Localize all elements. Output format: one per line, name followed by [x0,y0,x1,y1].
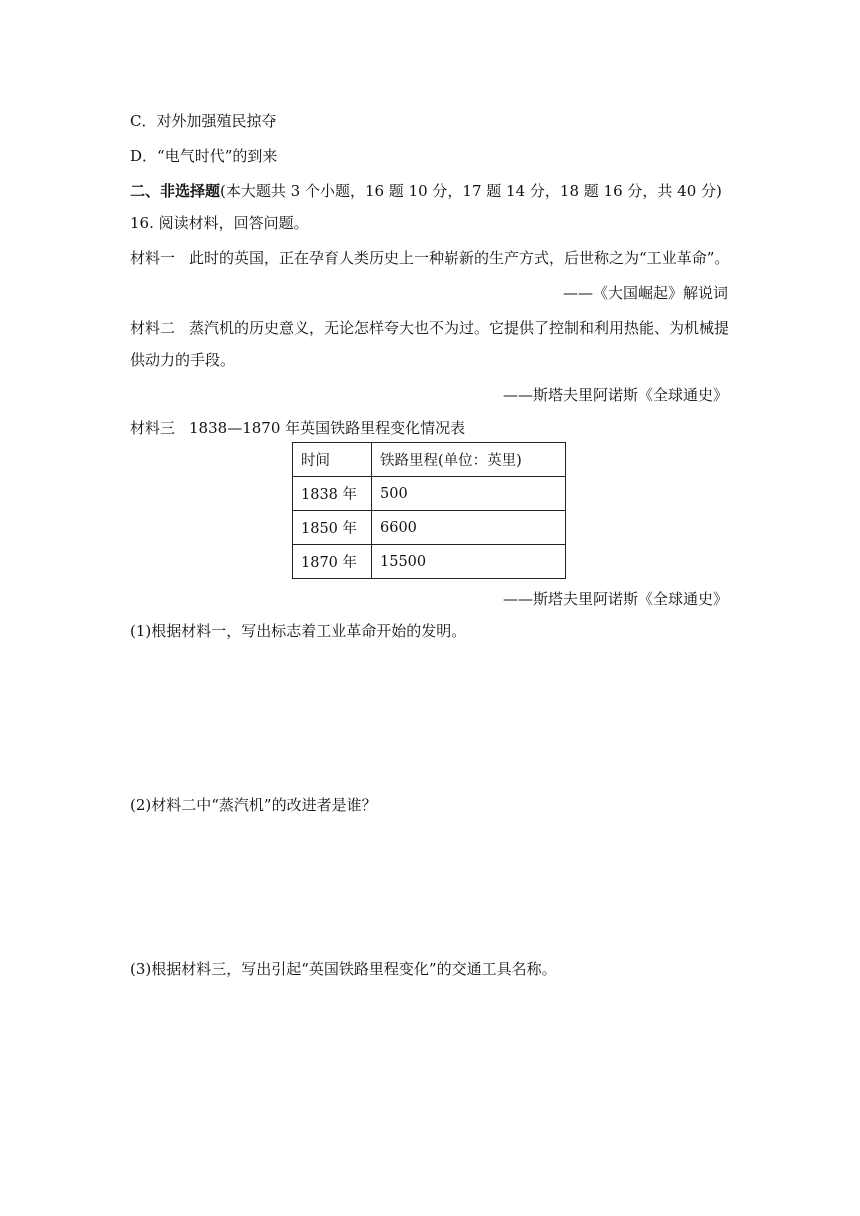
material-2-text-line2: 供动力的手段。 [130,351,236,369]
table-cell-year: 1850 年 [293,511,372,545]
table-header-cell: 铁路里程(单位：英里) [372,443,566,477]
material-2-source: ——斯塔夫里阿诺斯《全球通史》 [502,386,728,404]
section-title: 二、非选择题 [130,182,221,200]
table-header-cell: 时间 [293,443,372,477]
table-cell-mileage: 15500 [372,545,566,579]
table-row [293,545,566,579]
table-row [293,477,566,511]
option-c: C．对外加强殖民掠夺 [130,112,277,130]
table-cell-year: 1838 年 [293,477,372,511]
material-1-label: 材料一 [130,249,176,267]
question-16-stem: 16. 阅读材料，回答问题。 [130,214,309,232]
material-2-text-line1: 蒸汽机的历史意义，无论怎样夸大也不为过。它提供了控制和利用热能、为机械提 [189,319,730,337]
material-1 [130,248,729,268]
sub-question-2: (2)材料二中“蒸汽机”的改进者是谁？ [130,796,377,814]
material-1-text: 此时的英国，正在孕育人类历史上一种崭新的生产方式，后世称之为“工业革命”。 [189,249,730,267]
section-header [130,181,722,201]
option-d: D．“电气时代”的到来 [130,147,278,165]
sub-question-3: (3)根据材料三，写出引起“英国铁路里程变化”的交通工具名称。 [130,960,557,978]
table-cell-mileage: 500 [372,477,566,511]
railway-mileage-table [292,442,566,579]
material-3-source: ——斯塔夫里阿诺斯《全球通史》 [502,590,728,608]
material-2-label: 材料二 [130,319,176,337]
table-cell-year: 1870 年 [293,545,372,579]
sub-question-1: (1)根据材料一，写出标志着工业革命开始的发明。 [130,622,467,640]
table-row [293,511,566,545]
material-1-source: ——《大国崛起》解说词 [562,284,728,302]
material-3-label: 材料三 [130,419,176,437]
section-info: (本大题共 3 个小题，16 题 10 分，17 题 14 分，18 题 16 分，共 40 分) [220,182,722,200]
table-cell-mileage: 6600 [372,511,566,545]
material-2 [130,318,729,338]
material-3 [130,418,465,438]
material-3-title: 1838—1870 年英国铁路里程变化情况表 [189,419,466,437]
table-header-row [293,443,566,477]
